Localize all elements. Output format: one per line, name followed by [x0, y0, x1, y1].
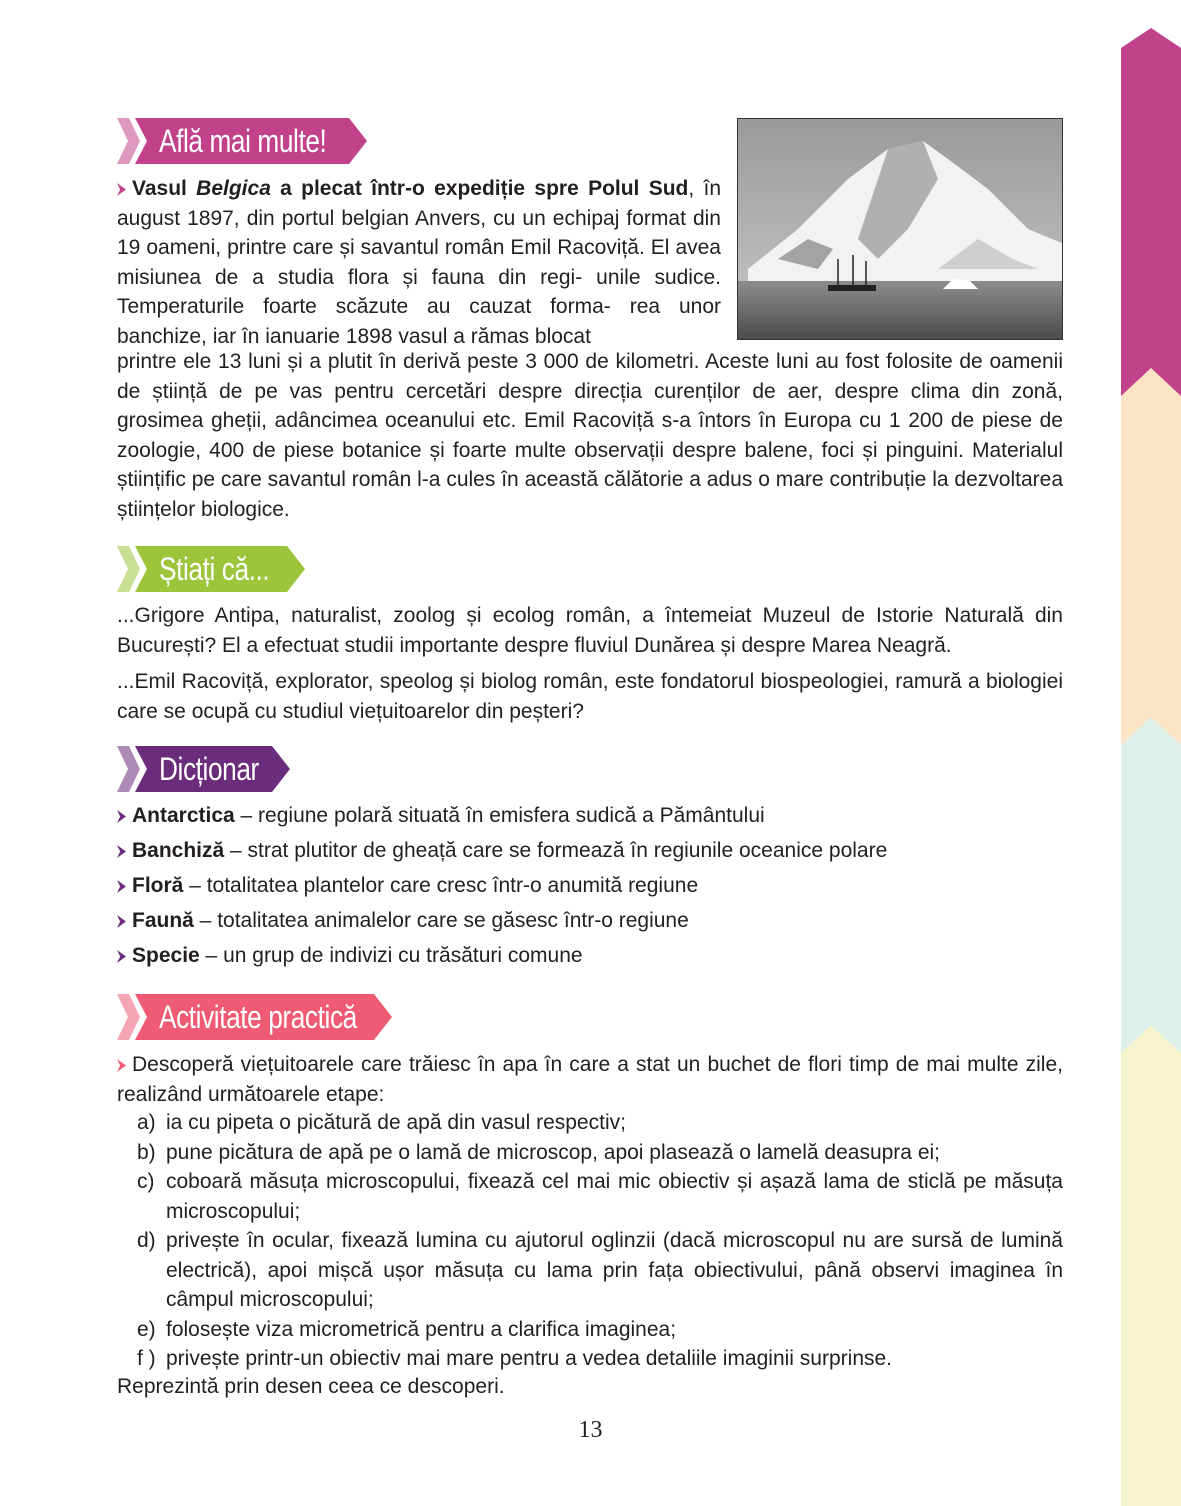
page-number: 13 [578, 1417, 603, 1443]
side-tab-mint [1121, 717, 1181, 1053]
stiati-paragraph-1: ...Grigore Antipa, naturalist, zoolog și ecolog român, a întemeiat Muzeul de Istorie Naturală din București? El a efectuat studii importante despre fluviul Dunărea și despre Marea Neagră. [117, 604, 1063, 657]
side-tabs-decoration [1121, 0, 1181, 1506]
afla-line: rea unor banchize, iar în ianuarie 1898 vasul a rămas blocat [117, 295, 722, 348]
bullet-icon [117, 880, 126, 893]
dictionary-entry [117, 836, 887, 865]
dictionary-term: Specie [132, 944, 200, 967]
dictionary-term: Faună [132, 909, 194, 932]
ship-name: Belgica [196, 177, 271, 200]
section-title-activitate: Activitate practică [159, 999, 357, 1035]
afla-line: format din 19 oameni, printre care și savantul român Emil [117, 206, 721, 259]
activitate-step [137, 1315, 1063, 1345]
dictionary-term: Banchiză [132, 839, 225, 862]
step-label: b) [137, 1140, 156, 1164]
section-header-activitate [117, 994, 394, 1040]
dictionary-entry [117, 941, 583, 970]
bullet-icon [117, 1059, 126, 1072]
section-header-dictionar [117, 746, 292, 792]
section-title-afla: Află mai multe! [159, 123, 327, 159]
step-label: f ) [137, 1347, 156, 1370]
antarctic-ship-photo [737, 118, 1063, 340]
section-title-dictionar: Dicționar [159, 751, 259, 787]
afla-body-paragraph: printre ele 13 luni și a plutit în derivă peste 3 000 de kilometri. Aceste luni au fost folosite de oamenii de știință de pe vas pentru cercetări despre direcția curenților de aer, despre clima din zonă, grosimea gheții, adâncimea oceanului etc. Emil Racoviță s-a întors în Europa cu 1 200 de piese de zoologie, 400 de piese botanice și foarte multe observații despre balene, foci și pinguini. Materialul științific pe care savantul român l-a cules în această călătorie a adus o mare contribuție la dezvoltarea științelor biologice. [117, 350, 1063, 521]
bullet-icon [117, 183, 126, 196]
activitate-intro [117, 1050, 1063, 1109]
bullet-icon [117, 915, 126, 928]
section-title-stiati: Știați că... [159, 551, 270, 587]
dictionary-entry [117, 801, 765, 830]
step-text: pune picătura de apă pe o lamă de microscop, apoi plasează o lamelă deasupra ei; [166, 1140, 940, 1164]
dictionary-term: Antarctica [132, 804, 235, 827]
side-tab-magenta [1121, 28, 1181, 396]
step-text: coboară măsuța microscopului, fixează cel mai mic obiectiv și așază lama de sticlă pe măsuța microscopului; [166, 1170, 1063, 1223]
activitate-step [137, 1226, 1063, 1315]
section-header-afla [117, 118, 369, 164]
dictionary-term: Floră [132, 874, 184, 897]
dictionary-definition: – totalitatea plantelor care cresc într-o anumită regiune [183, 874, 699, 897]
stiati-paragraph-2: ...Emil Racoviță, explorator, speolog și biolog român, este fondatorul biospeologiei, ramură a biologiei care se ocupă cu studiul viețuitoarelor din peșteri? [117, 670, 1063, 723]
step-text: privește în ocular, fixează lumina cu ajutorul oglinzii (dacă microscopul nu are sursă de lumină electrică), apoi mișcă ușor măsuța cu lama prin fața obiectivului, până observi imaginea în câmpul microscopului; [166, 1229, 1063, 1311]
step-label: a) [137, 1111, 156, 1134]
side-tab-peach [1121, 368, 1181, 745]
dictionary-entry [117, 871, 698, 900]
bullet-icon [117, 810, 126, 823]
dictionary-definition: – un grup de indivizi cu trăsături comune [199, 944, 583, 967]
step-text: ia cu pipeta o picătură de apă din vasul respectiv; [166, 1111, 626, 1134]
step-text: privește printr-un obiectiv mai mare pentru a vedea detaliile imaginii surprinse. [166, 1347, 893, 1370]
step-label: d) [137, 1229, 156, 1252]
activitate-step [137, 1167, 1063, 1226]
dictionary-definition: – strat plutitor de gheață care se formează în regiunile oceanice polare [224, 839, 888, 862]
afla-line: unile sudice. Temperaturile foarte scăzute au cauzat forma- [117, 265, 721, 318]
activitate-step [137, 1344, 1063, 1374]
activitate-step [137, 1108, 1063, 1138]
activitate-intro-text: Descoperă viețuitoarele care trăiesc în apa în care a stat un buchet de flori timp de mai multe zile, realizând următoarele etape: [117, 1053, 1063, 1106]
step-label: c) [137, 1170, 155, 1193]
afla-line: , în august 1897, din portul belgian Anvers, cu un echipaj [117, 177, 722, 230]
dictionary-definition: – totalitatea animalelor care se găsesc într-o regiune [193, 909, 689, 932]
activitate-outro: Reprezintă prin desen ceea ce descoperi. [117, 1375, 505, 1398]
step-label: e) [137, 1317, 156, 1341]
bullet-icon [117, 950, 126, 963]
activitate-steps-list [137, 1108, 1063, 1374]
activitate-step [137, 1138, 1063, 1168]
dictionary-entry [117, 906, 689, 935]
afla-bold-lead-end: a plecat într-o expediție spre Polul Sud [270, 177, 689, 200]
afla-bold-lead: Vasul [132, 177, 197, 200]
afla-line: Racoviță. El avea misiunea de a studia flora și fauna din regi- [117, 236, 721, 289]
afla-intro-paragraph [117, 174, 721, 351]
section-header-stiati [117, 546, 307, 592]
dictionary-definition: – regiune polară situată în emisfera sudică a Pământului [234, 804, 765, 827]
step-text: folosește viza micrometrică pentru a clarifica imaginea; [166, 1317, 677, 1341]
bullet-icon [117, 845, 126, 858]
